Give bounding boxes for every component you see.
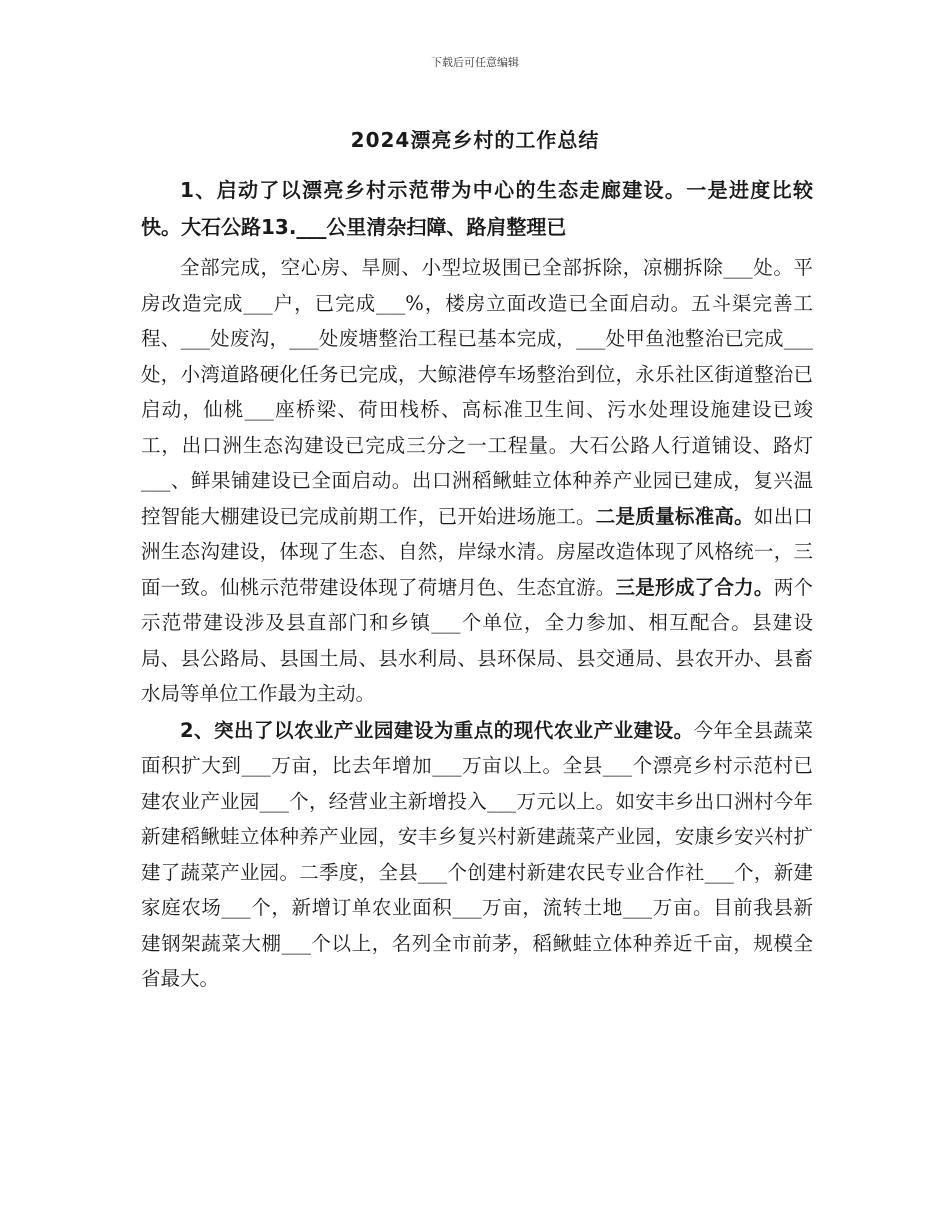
section-1-heading-paragraph	[141, 172, 813, 246]
section-1-point-2: 二是质量标准高。	[595, 504, 754, 528]
section-1-text-b: 如出口洲生态沟建设，体现了生态、自然，岸绿水清。房屋改造体现了风格统一，三面一致。仙桃示范带建设体现了荷塘月色、生态宜游。	[141, 504, 813, 599]
section-1-text-c: 两个示范带建设涉及县直部门和乡镇___个单位，全力参加、相互配合。县建设局、县公路局、县国土局、县水利局、县环保局、县交通局、县农开办、县畜水局等单位工作最为主动。	[141, 575, 813, 705]
header-note: 下载后可任意编辑	[431, 56, 519, 69]
section-1-paragraph	[141, 250, 813, 712]
document-body	[141, 172, 813, 997]
section-1-text-a: 全部完成，空心房、旱厕、小型垃圾围已全部拆除，凉棚拆除___处。平房改造完成___户，已完成___%，楼房立面改造已全面启动。五斗渠完善工程、___处废沟，___处废塘整治工程已基本完成，___处甲鱼池整治已完成___处，小湾道路硬化任务已完成，大鲸港停车场整治到位，永乐社区街道整治已启动，仙桃___座桥梁、荷田栈桥、高标准卫生间、污水处理设施建设已竣工，出口洲生态沟建设已完成三分之一工程量。大石公路人行道铺设、路灯___、鲜果铺建设已全面启动。出口洲稻鳅蛙立体种养产业园已建成，复兴温控智能大棚建设已完成前期工作，已开始进场施工。	[141, 256, 813, 528]
document-title: 2024漂亮乡村的工作总结	[350, 128, 600, 152]
section-1-heading: 1、启动了以漂亮乡村示范带为中心的生态走廊建设。一是进度比较快。大石公路13.___公里清杂扫障、路肩整理已	[141, 178, 813, 239]
section-2-heading: 2、突出了以农业产业园建设为重点的现代农业产业建设。	[180, 718, 694, 742]
section-2-text: 今年全县蔬菜面积扩大到___万亩，比去年增加___万亩以上。全县___个漂亮乡村示范村已建农业产业园___个，经营业主新增投入___万元以上。如安丰乡出口洲村今年新建稻鳅蛙立体种养产业园，安丰乡复兴村新建蔬菜产业园，安康乡安兴村扩建了蔬菜产业园。二季度，全县___个创建村新建农民专业合作社___个，新建家庭农场___个，新增订单农业面积___万亩，流转土地___万亩。目前我县新建钢架蔬菜大棚___个以上，名列全市前茅，稻鳅蛙立体种养近千亩，规模全省最大。	[141, 718, 813, 990]
section-1-point-3: 三是形成了合力。	[615, 575, 774, 599]
section-2-paragraph	[141, 713, 813, 997]
